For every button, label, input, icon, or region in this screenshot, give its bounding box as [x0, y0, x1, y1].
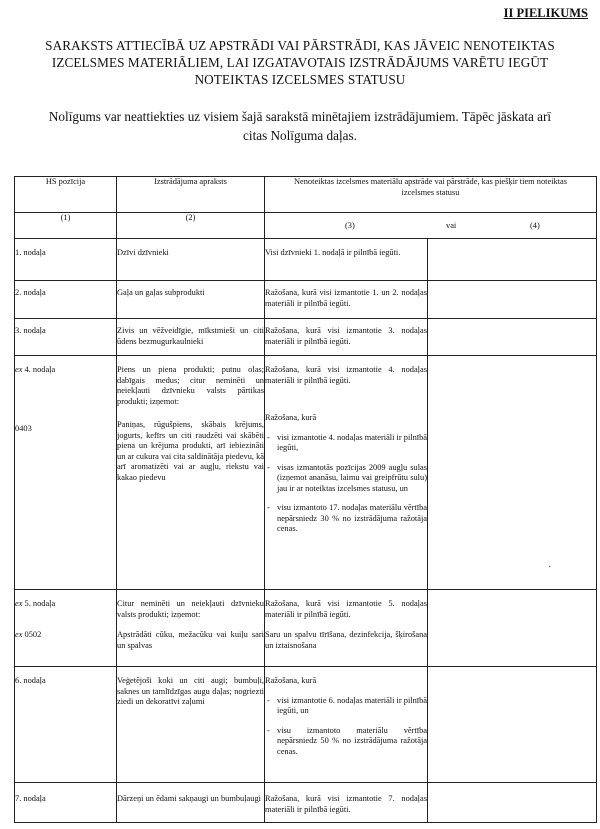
alternative-rule — [428, 783, 597, 823]
header-working-processing: Nenoteiktas izcelsmes materiālu apstrāde vai pārstrāde, kas piešķir tiem noteiktas izcelsmes statusu — [265, 177, 597, 213]
hs-code-value: 5. nodaļa — [22, 599, 56, 608]
header-hs-position: HS pozīcija — [15, 177, 117, 213]
column-number: (4) — [530, 221, 540, 230]
condition-list — [265, 433, 427, 535]
product-description-main: Citur neminēti un neiekļauti dzīvnieku valsts produkti; izņemot: — [117, 599, 264, 619]
hs-code-sub — [15, 630, 116, 641]
product-description: Zivis un vēžveidīgie, mīkstmieši un citi ūdens bezmugurkaulnieki — [117, 319, 265, 356]
processing-rule — [265, 667, 428, 783]
product-description: Dzīvi dzīvnieki — [117, 239, 265, 281]
table-row — [15, 239, 597, 281]
column-number: (1) — [15, 213, 117, 239]
hs-code-prefix: ex — [15, 629, 23, 639]
hs-code-prefix: ex — [15, 599, 23, 608]
alternative-rule — [428, 356, 597, 590]
table-row — [15, 590, 597, 667]
product-description: Dārzeņi un ēdami sakņaugi un bumbuļaugi — [117, 783, 265, 823]
processing-rule-main: Ražošana, kurā visi izmantotie 5. nodaļas materiāli ir pilnībā iegūti. — [265, 599, 427, 619]
alternative-rule — [428, 667, 597, 783]
product-description: Gaļa un gaļas subprodukti — [117, 281, 265, 319]
processing-rule-intro: Ražošana, kurā — [265, 413, 317, 422]
header-row — [15, 177, 597, 213]
condition-item: - visas izmantotās pozīcijas 2009 augļu sulas (izņemot ananāsu, laimu vai greipfrūtu sulu) jau ir ar noteiktas izcelsmes statusu, un — [265, 463, 427, 495]
processing-rules-table — [14, 176, 597, 823]
processing-rule-main: Ražošana, kurā visi izmantotie 4. nodaļas materiāli ir pilnībā iegūti. — [265, 365, 427, 385]
introductory-note — [10, 107, 590, 145]
hs-code-sub: 0403 — [15, 423, 32, 433]
condition-item: - visu izmantoto materiālu vērtība nepārsniedz 50 % no izstrādājuma ražotāja cenas. — [265, 726, 427, 758]
processing-rule-intro: Ražošana, kurā — [265, 676, 317, 685]
processing-rule — [265, 590, 428, 667]
hs-code: 6. nodaļa — [15, 667, 117, 783]
hs-code: 3. nodaļa — [15, 319, 117, 356]
processing-rule: Ražošana, kurā visi izmantotie 1. un 2. nodaļas materiāli ir pilnībā iegūti. — [265, 281, 428, 319]
alternative-rule — [428, 281, 597, 319]
alternative-rule — [428, 319, 597, 356]
processing-rule-sub: Saru un spalvu tīrīšana, dezinfekcija, šķirošana un iztaisnošana — [265, 630, 427, 650]
table-row — [15, 281, 597, 319]
table-row — [15, 783, 597, 823]
header-product-description: Izstrādājuma apraksts — [117, 177, 265, 213]
hs-code — [15, 590, 117, 667]
processing-rule: Ražošana, kurā visi izmantotie 3. nodaļas materiāli ir pilnībā iegūti. — [265, 319, 428, 356]
condition-list — [265, 696, 427, 758]
condition-item: - visi izmantotie 4. nodaļas materiāli ir pilnībā iegūti, — [265, 433, 427, 454]
hs-code — [15, 356, 117, 590]
table-row — [15, 667, 597, 783]
column-number: (2) — [117, 213, 265, 239]
hs-code-value: 4. nodaļa — [22, 365, 56, 374]
product-description-sub: Apstrādāti cūku, mežacūku vai kuiļu sari un spalvas — [117, 630, 264, 650]
alternative-rule — [428, 590, 597, 667]
hs-code: 7. nodaļa — [15, 783, 117, 823]
column-number-row — [15, 213, 597, 239]
processing-rule: Ražošana, kurā visi izmantotie 7. nodaļas materiāli ir pilnībā iegūti. — [265, 783, 428, 823]
annex-label: II PIELIKUMS — [503, 6, 588, 20]
product-description — [117, 590, 265, 667]
processing-rule: Visi dzīvnieki 1. nodaļā ir pilnībā iegūti. — [265, 239, 428, 281]
or-label: vai — [446, 221, 457, 230]
hs-code-value: 0502 — [22, 629, 42, 639]
product-description-sub: Paniņas, rūgušpiens, skābais krējums, jogurts, kefīrs un citi raudzēti vai skābēti piena un krējuma produkti, arī iebiezināti un ar cukura vai cita saldinātāja piedevu, kā arī aromatizēti vai ar augļu, riekstu vai kakao piedevu — [117, 420, 264, 482]
table-row — [15, 356, 597, 590]
alternative-rule — [428, 239, 597, 281]
condition-item: - visi izmantotie 6. nodaļas materiāli ir pilnībā iegūti, un — [265, 696, 427, 717]
title-line: NOTEIKTAS IZCELSMES STATUSU — [194, 72, 406, 87]
note-line: Nolīgums var neattiekties uz visiem šajā sarakstā minētajiem izstrādājumiem. Tāpēc jāskata arī — [48, 109, 552, 124]
condition-item: - visu izmantoto 17. nodaļas materiālu vērtība nepārsniedz 30 % no izstrādājuma ražotāja cenas. — [265, 503, 427, 535]
document-title — [10, 37, 590, 88]
hs-code-prefix: ex — [15, 365, 23, 374]
column-number: (3) — [345, 221, 355, 230]
note-line: citas Nolīguma daļas. — [243, 128, 357, 143]
table-row — [15, 319, 597, 356]
product-description-main: Piens un piena produkti; putnu olas; dabīgais medus; citur neminēti un neiekļauti dzīvnieku valsts pārtikas produkti; izņemot: — [117, 365, 264, 406]
scan-speck: · — [548, 562, 552, 573]
product-description — [117, 356, 265, 590]
title-line: SARAKSTS ATTIECĪBĀ UZ APSTRĀDI VAI PĀRSTRĀDI, KAS JĀVEIC NENOTEIKTAS — [45, 38, 555, 53]
title-line: IZCELSMES MATERIĀLIEM, LAI IZGATAVOTAIS IZSTRĀDĀJUMS VARĒTU IEGŪT — [51, 55, 549, 70]
product-description: Veģetējoši koki un citi augi; bumbuļi, saknes un tamlīdzīgas augu daļas; nogriezti ziedi un dekoratīvi zaļumi — [117, 667, 265, 783]
hs-code: 1. nodaļa — [15, 239, 117, 281]
hs-code: 2. nodaļa — [15, 281, 117, 319]
processing-rule — [265, 356, 428, 590]
